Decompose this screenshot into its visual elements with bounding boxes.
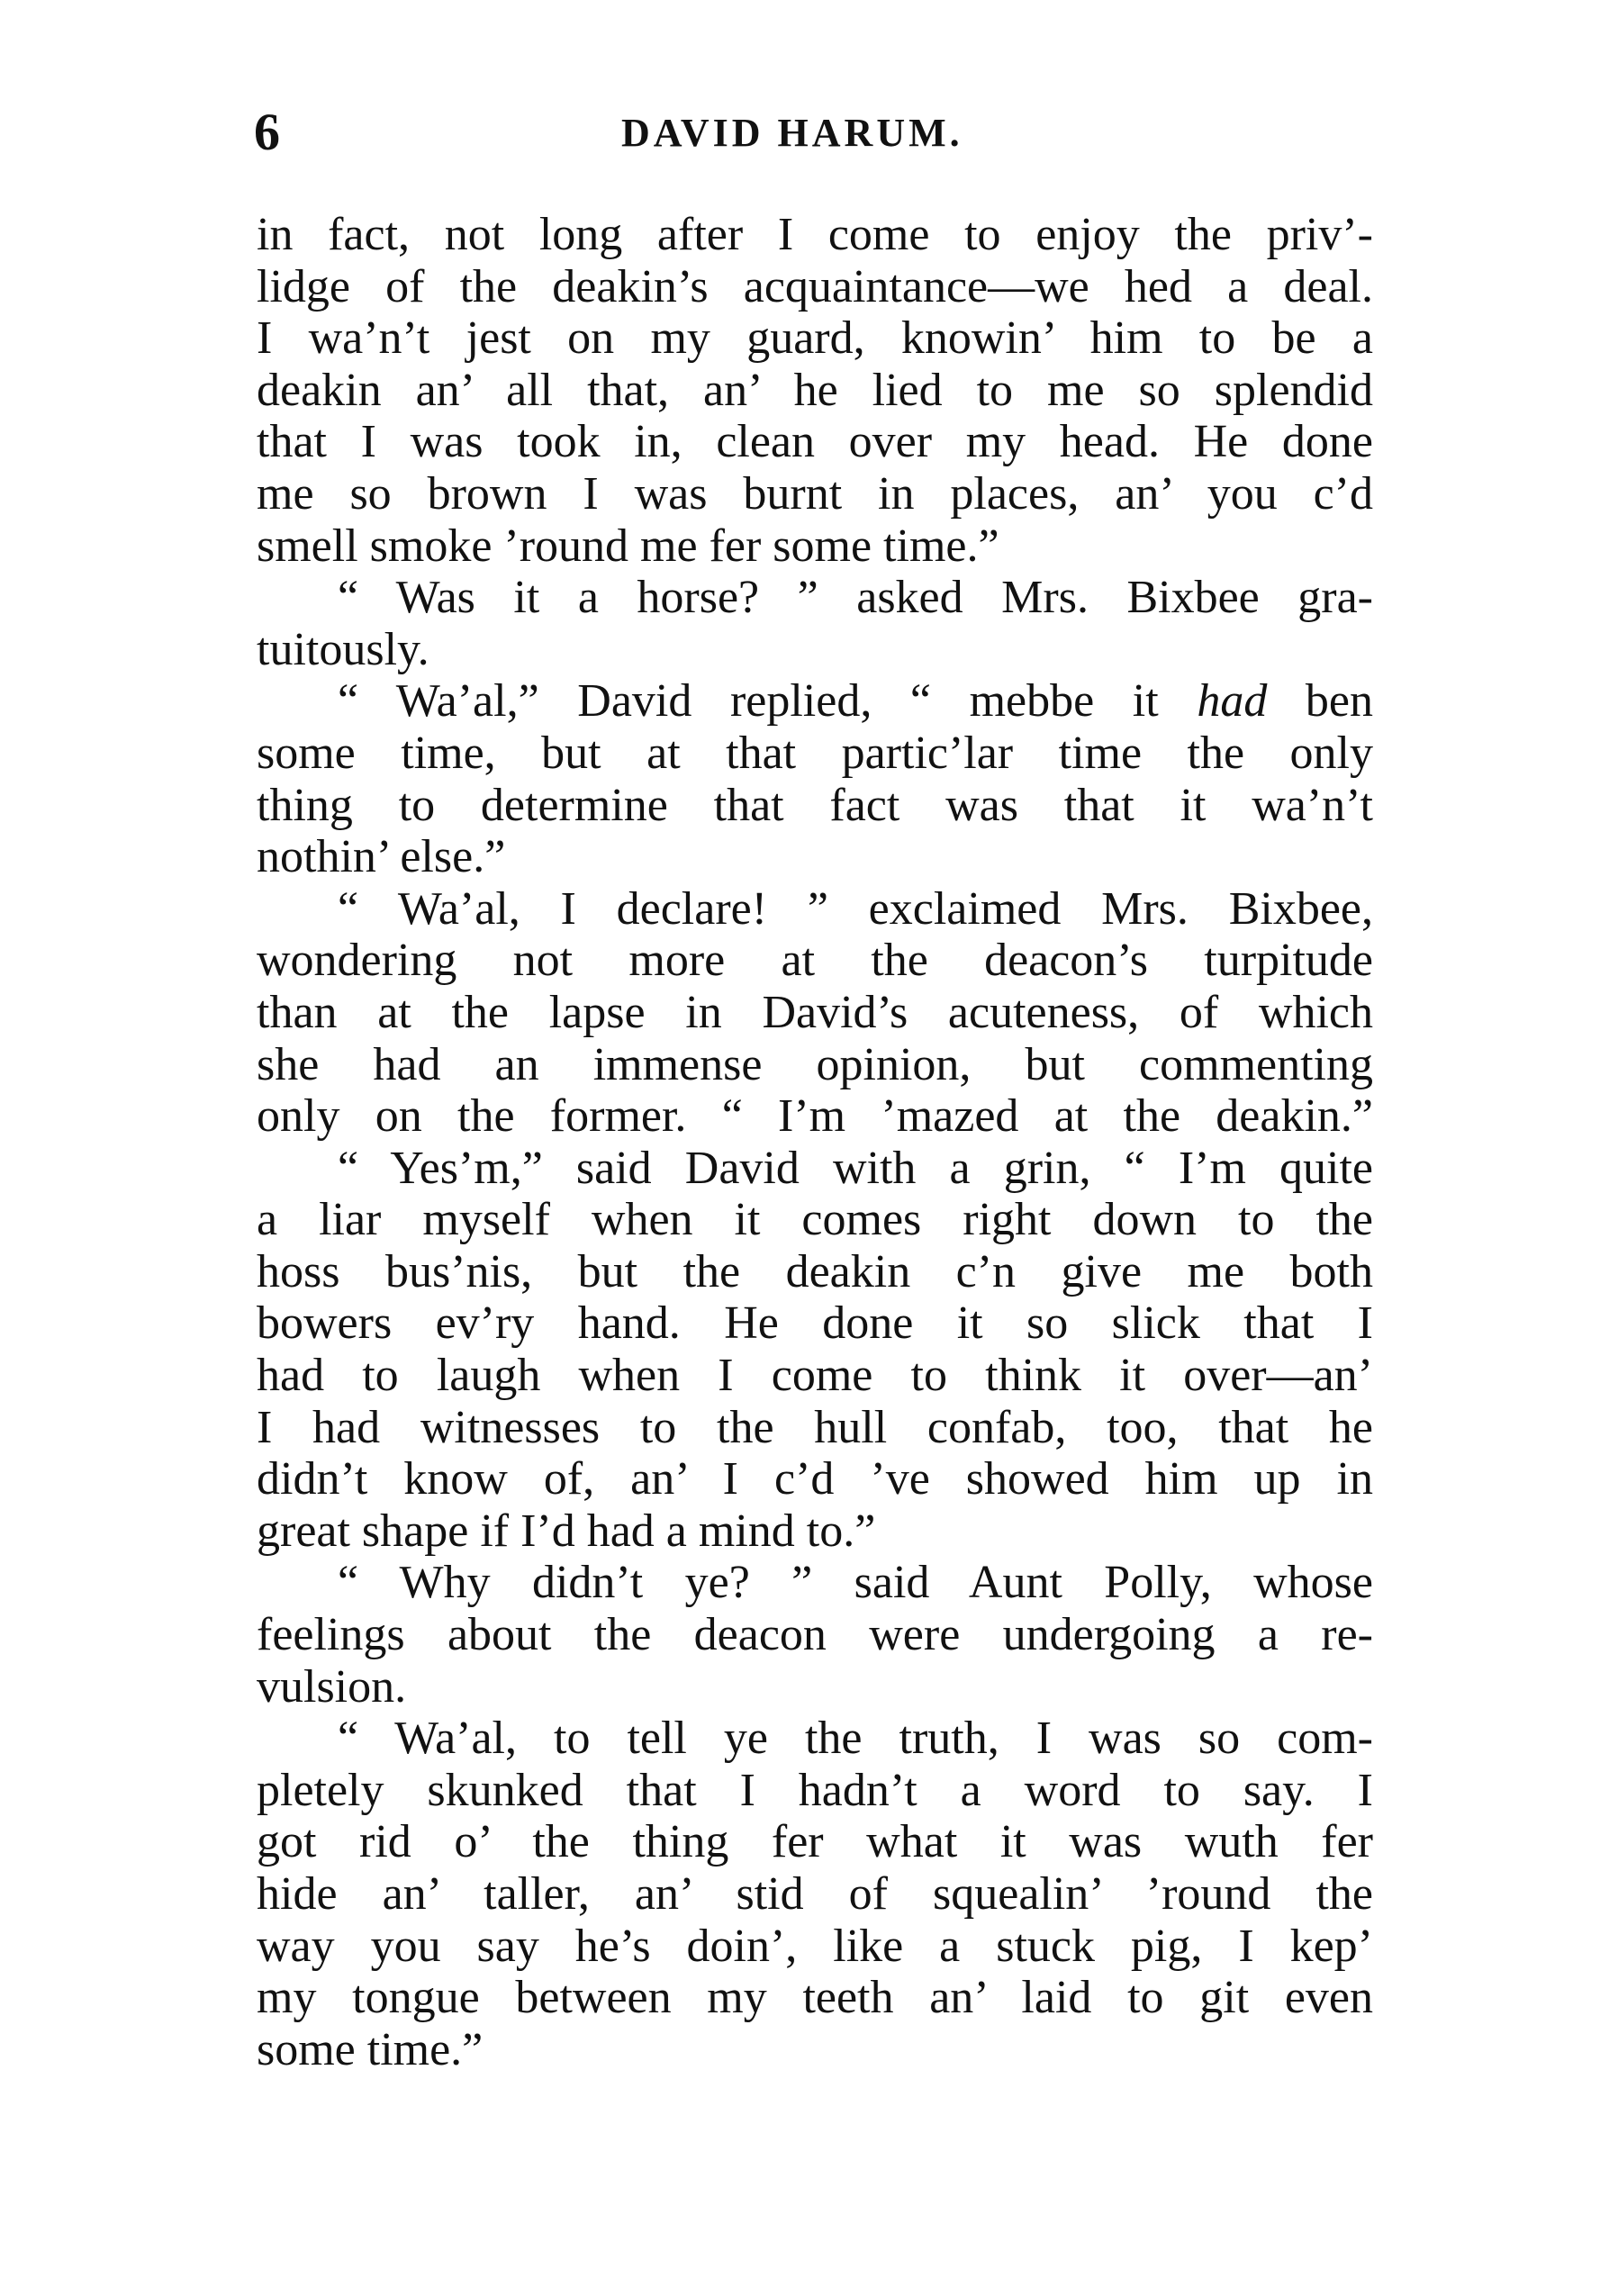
text-line: hoss bus’nis, but the deakin c’n give me both: [257, 1245, 1373, 1297]
running-title: DAVID HARUM.: [621, 111, 963, 155]
body-text: [257, 209, 1373, 2075]
text-line: great shape if I’d had a mind to.”: [257, 1505, 876, 1557]
page-number: 6: [254, 103, 280, 161]
text-line: than at the lapse in David’s acuteness, of which: [257, 986, 1373, 1038]
text-line: wondering not more at the deacon’s turpitude: [257, 935, 1373, 987]
italic-word: had: [1197, 675, 1268, 728]
text-line: hide an’ taller, an’ stid of squealin’ ’round the: [257, 1868, 1373, 1920]
text-line: me so brown I was burnt in places, an’ you c’d: [257, 467, 1373, 520]
text-line: that I was took in, clean over my head. He done: [257, 416, 1373, 468]
text-line: my tongue between my teeth an’ laid to git even: [257, 1972, 1373, 2024]
text-line: deakin an’ all that, an’ he lied to me so splendid: [257, 364, 1373, 416]
text-line: I wa’n’t jest on my guard, knowin’ him to be a: [257, 312, 1373, 365]
text-line: “ Yes’m,” said David with a grin, “ I’m quite: [338, 1142, 1373, 1194]
text-line: in fact, not long after I come to enjoy the priv’-: [257, 209, 1373, 260]
text-line: “ Why didn’t ye? ” said Aunt Polly, whose: [338, 1557, 1373, 1609]
text-line: she had an immense opinion, but commenting: [257, 1038, 1373, 1090]
text-line: tuitously.: [257, 623, 429, 675]
text-line: a liar myself when it comes right down to the: [257, 1194, 1373, 1246]
text-line: lidge of the deakin’s acquaintance—we hed a deal.: [257, 260, 1373, 312]
text-line: feelings about the deacon were undergoing a re-: [257, 1609, 1373, 1661]
text-line: “ Wa’al, to tell ye the truth, I was so com-: [338, 1713, 1373, 1765]
text-line: way you say he’s doin’, like a stuck pig, I kep’: [257, 1920, 1373, 1972]
text-line: had to laugh when I come to think it over—an’: [257, 1350, 1373, 1402]
text-line: nothin’ else.”: [257, 831, 506, 883]
text-line: “ Wa’al,” David replied, “ mebbe it had ben: [338, 675, 1373, 728]
text-line: vulsion.: [257, 1660, 407, 1713]
text-line: pletely skunked that I hadn’t a word to say. I: [257, 1764, 1373, 1816]
text-line: some time.”: [257, 2023, 484, 2075]
text-line: smell smoke ’round me fer some time.”: [257, 520, 999, 572]
text-line: bowers ev’ry hand. He done it so slick that I: [257, 1297, 1373, 1350]
text-line: only on the former. “ I’m ’mazed at the deakin.”: [257, 1090, 1373, 1143]
text-line: “ Was it a horse? ” asked Mrs. Bixbee gra-: [338, 572, 1373, 624]
text-line: some time, but at that partic’lar time the only: [257, 727, 1373, 779]
text-line: “ Wa’al, I declare! ” exclaimed Mrs. Bixbee,: [338, 882, 1373, 935]
text-line: thing to determine that fact was that it wa’n’t: [257, 779, 1373, 831]
text-line: didn’t know of, an’ I c’d ’ve showed him up in: [257, 1453, 1373, 1505]
text-line: got rid o’ the thing fer what it was wuth fer: [257, 1816, 1373, 1868]
text-line: I had witnesses to the hull confab, too, that he: [257, 1401, 1373, 1453]
